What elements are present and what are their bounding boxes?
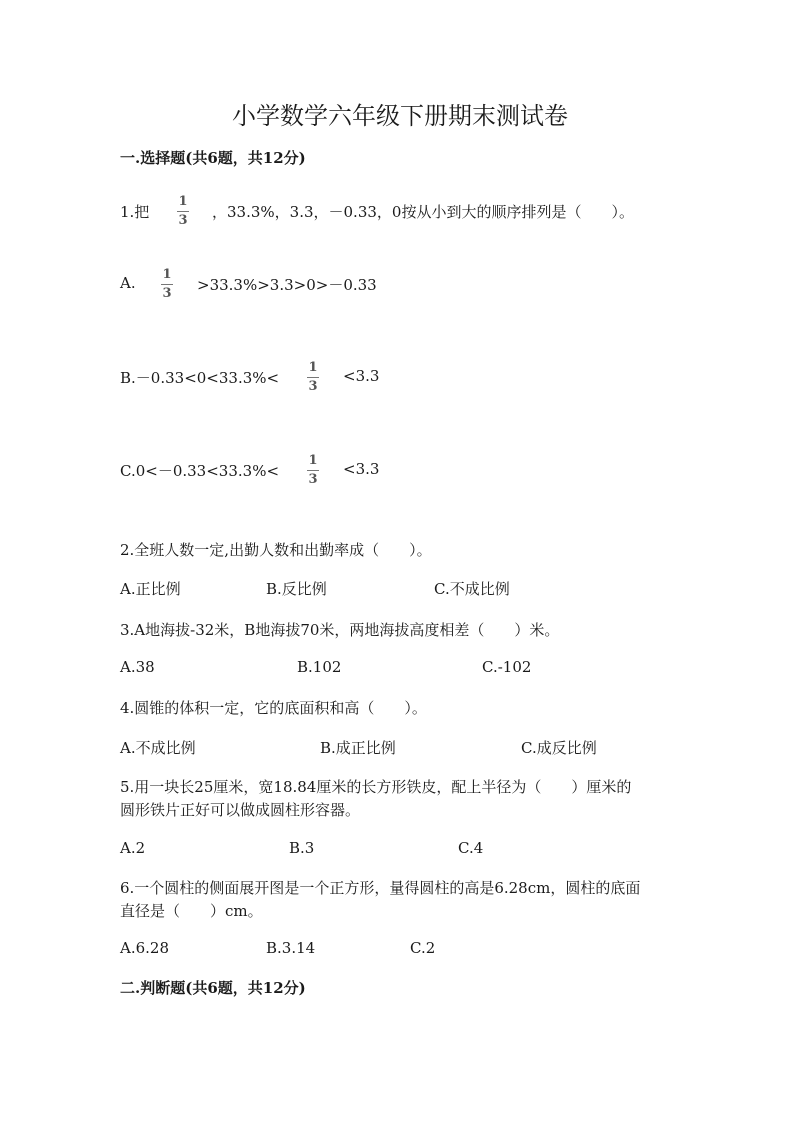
fraction-one-third <box>307 454 319 487</box>
q3-option-c: C.-102 <box>482 658 532 676</box>
fraction-numerator: 1 <box>308 453 318 468</box>
q1-option-b-text: B.－0.33<0<33.3%< <box>120 369 280 387</box>
fraction-numerator: 1 <box>162 267 172 282</box>
fraction-one-third <box>177 195 189 228</box>
fraction-bar <box>307 377 319 378</box>
q1-option-a-text: >33.3%>3.3>0>－0.33 <box>197 276 377 294</box>
q2-option-c: C.不成比例 <box>434 580 510 598</box>
q6-stem-line-1: 6.一个圆柱的侧面展开图是一个正方形，量得圆柱的高是6.28cm，圆柱的底面 <box>120 879 641 897</box>
q2-option-a: A.正比例 <box>120 580 181 598</box>
q1-option-c-text: C.0<－0.33<33.3%< <box>120 462 280 480</box>
q3-option-b: B.102 <box>297 658 342 676</box>
q6-option-b: B.3.14 <box>266 939 316 957</box>
fraction-bar <box>307 470 319 471</box>
fraction-denominator: 3 <box>308 379 318 394</box>
q6-option-a: A.6.28 <box>120 939 169 957</box>
q4-option-c: C.成反比例 <box>521 739 597 757</box>
section-2-heading: 二.判断题(共6题，共12分) <box>120 979 306 997</box>
q1-option-b-suffix: <3.3 <box>343 367 380 385</box>
q1-option-a-label: A. <box>120 274 136 292</box>
q3-option-a: A.38 <box>120 658 155 676</box>
q5-option-b: B.3 <box>289 839 315 857</box>
q6-option-c: C.2 <box>410 939 436 957</box>
q4-option-a: A.不成比例 <box>120 739 196 757</box>
page-title: 小学数学六年级下册期末测试卷 <box>232 102 568 130</box>
q5-option-a: A.2 <box>120 839 146 857</box>
q6-stem-line-2: 直径是（ ）cm。 <box>120 902 263 920</box>
q4-option-b: B.成正比例 <box>320 739 396 757</box>
q5-option-c: C.4 <box>458 839 484 857</box>
q5-stem-line-2: 圆形铁片正好可以做成圆柱形容器。 <box>120 801 361 819</box>
fraction-one-third <box>161 268 173 301</box>
fraction-bar <box>177 211 189 212</box>
q1-stem-prefix: 1.把 <box>120 203 150 221</box>
q2-option-b: B.反比例 <box>266 580 327 598</box>
fraction-denominator: 3 <box>178 213 188 228</box>
fraction-bar <box>161 284 173 285</box>
fraction-one-third <box>307 361 319 394</box>
section-1-heading: 一.选择题(共6题，共12分) <box>120 149 306 167</box>
fraction-denominator: 3 <box>308 472 318 487</box>
q1-stem-suffix: ，33.3%，3.3，－0.33，0按从小到大的顺序排列是（ ）。 <box>212 203 634 221</box>
q1-option-c-suffix: <3.3 <box>343 460 380 478</box>
fraction-numerator: 1 <box>178 194 188 209</box>
q5-stem-line-1: 5.用一块长25厘米，宽18.84厘米的长方形铁皮，配上半径为（ ）厘米的 <box>120 778 632 796</box>
q3-stem: 3.A地海拔-32米，B地海拔70米，两地海拔高度相差（ ）米。 <box>120 621 560 639</box>
fraction-numerator: 1 <box>308 360 318 375</box>
q4-stem: 4.圆锥的体积一定，它的底面积和高（ ）。 <box>120 699 427 717</box>
fraction-denominator: 3 <box>162 286 172 301</box>
q2-stem: 2.全班人数一定,出勤人数和出勤率成（ ）。 <box>120 541 432 559</box>
